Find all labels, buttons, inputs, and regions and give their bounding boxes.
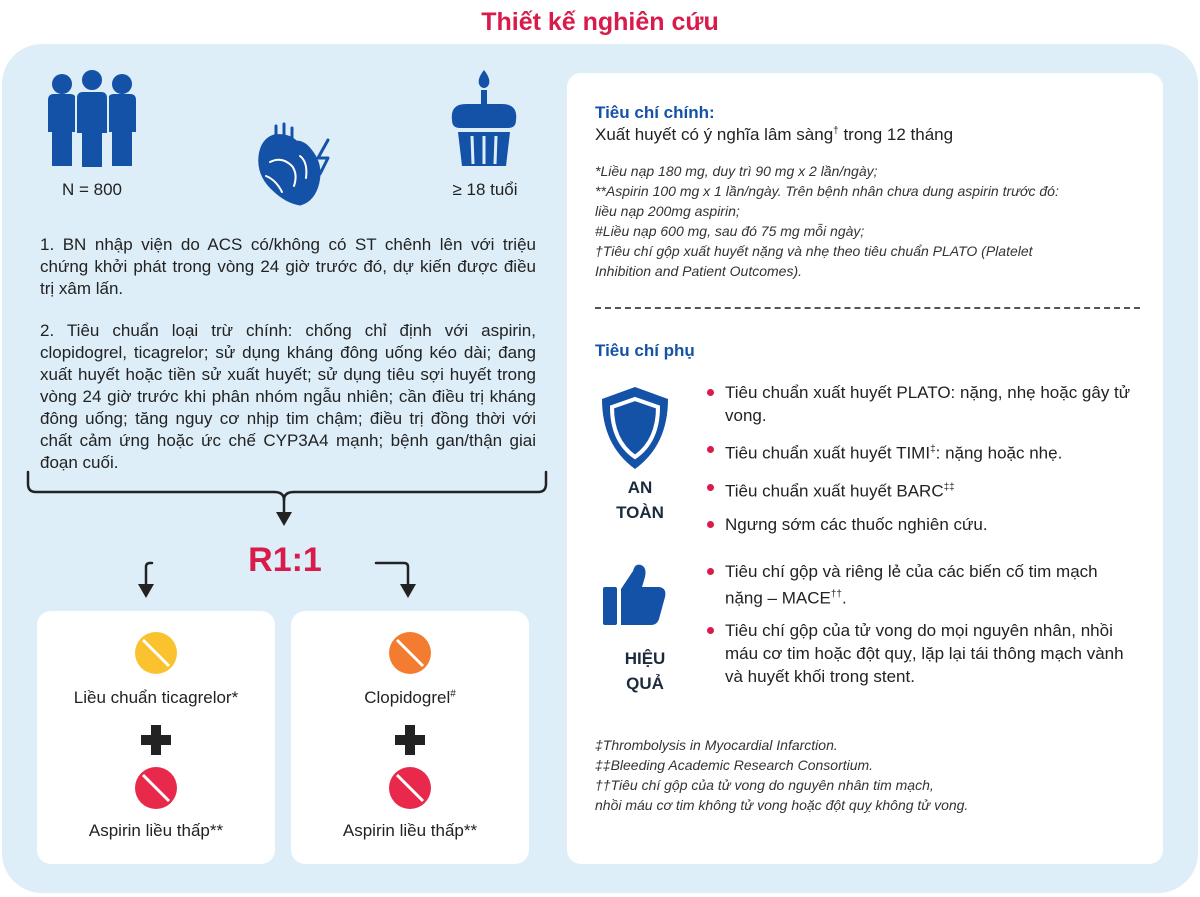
primary-mark: † (833, 125, 839, 137)
item-text: Ngưng sớm các thuốc nghiên cứu. (725, 515, 988, 535)
dosage-notes (595, 161, 1140, 281)
note-line: #Liều nạp 600 mg, sau đó 75 mg mỗi ngày; (595, 223, 865, 239)
item-mark: ‡‡ (943, 481, 955, 493)
list-item (707, 438, 1137, 465)
arm-a-drug1-text: Liều chuẩn ticagrelor (73, 688, 232, 707)
list-item (707, 560, 1137, 610)
pill-icon (134, 631, 178, 675)
arm-a-drug1 (37, 688, 275, 708)
arm-clopidogrel (291, 611, 529, 864)
cake-icon (448, 70, 520, 170)
safety-label-line: AN (627, 478, 653, 497)
list-item (707, 476, 1137, 503)
section-divider (595, 307, 1140, 309)
efficacy-label (595, 646, 695, 696)
list-item (707, 513, 1137, 536)
note-line: †Tiêu chí gộp xuất huyết nặng và nhẹ theo tiêu chuẩn PLATO (Platelet (595, 243, 1033, 259)
arm-a-drug1-mark: * (231, 688, 239, 707)
arm-b-drug1 (291, 688, 529, 708)
primary-text-end: trong 12 tháng (838, 125, 954, 144)
item-text: Tiêu chuẩn xuất huyết TIMI (725, 443, 931, 463)
list-item (707, 619, 1137, 688)
footnote-line: nhồi máu cơ tim không tử vong hoặc đột quỵ không tử vong. (595, 797, 969, 813)
randomization-label: R1:1 (248, 541, 322, 579)
note-line: Inhibition and Patient Outcomes). (595, 263, 803, 279)
list-item (707, 381, 1137, 427)
arm-b-drug2: Aspirin liều thấp** (342, 821, 478, 840)
footnotes (595, 735, 1140, 815)
page-title: Thiết kế nghiên cứu (481, 8, 719, 36)
footnote-line: ‡Thrombolysis in Myocardial Infarction. (595, 737, 838, 753)
population-label: N = 800 (61, 180, 122, 199)
safety-label-line: TOÀN (616, 503, 664, 522)
item-mark: ‡ (930, 444, 936, 455)
safety-list (707, 381, 1137, 547)
exclusion-criteria: 2. Tiêu chuẩn loại trừ chính: chống chỉ định với aspirin, clopidogrel, ticagrelor; sử dụng kháng đông uống kéo dài; đang xuất huyết hoặc tiền sử xuất huyết; sử dụng tiêu sợi huyết trong vòng 24 giờ trước khi phân nhóm ngẫu nhiên; cần điều trị kháng đông uống; tăng nguy cơ nhịp tim chậm; điều trị đồng thời với chất cảm ứng hoặc ức chế CYP3A4 mạnh; bệnh gan/thận giai đoạn cuối. (40, 321, 536, 472)
arm-b-drug1-text: Clopidogrel (364, 688, 451, 707)
heart-lightning-icon (252, 122, 344, 206)
item-text: Tiêu chí gộp và riêng lẻ của các biến cố tim mạch nặng – MACE (725, 562, 1098, 608)
people-icon (46, 70, 138, 168)
arm-ticagrelor (37, 611, 275, 864)
item-text: Tiêu chuẩn xuất huyết PLATO: nặng, nhẹ hoặc gây tử vong. (725, 383, 1131, 425)
population-stat (40, 180, 144, 200)
arm-a-drug2: Aspirin liều thấp** (88, 821, 224, 840)
note-line: liều nạp 200mg aspirin; (595, 203, 740, 219)
note-line: *Liều nạp 180 mg, duy trì 90 mg x 2 lần/ngày; (595, 163, 878, 179)
item-tail: . (841, 588, 847, 608)
endpoints-card (567, 73, 1163, 864)
footnote-line: ††Tiêu chí gộp của tử vong do nguyên nhân tim mạch, (595, 777, 934, 793)
pill-icon (388, 766, 432, 810)
efficacy-label-line: HIỆU (624, 649, 666, 668)
item-tail: : nặng hoặc nhẹ. (935, 443, 1063, 463)
primary-endpoint (595, 125, 953, 145)
item-text: Tiêu chuẩn xuất huyết BARC (725, 481, 944, 501)
age-label: ≥ 18 tuổi (452, 180, 518, 199)
item-text: Tiêu chí gộp của tử vong do mọi nguyên nhân, nhồi máu cơ tim hoặc đột quỵ, lặp lại tái thông mạch vành và huyết khối trong stent. (725, 620, 1124, 686)
footnote-line: ‡‡Bleeding Academic Research Consortium. (595, 757, 874, 773)
primary-heading: Tiêu chí chính: (595, 103, 715, 122)
shield-icon (600, 385, 670, 471)
safety-label (595, 475, 685, 525)
pill-icon (388, 631, 432, 675)
pill-icon (134, 766, 178, 810)
secondary-heading: Tiêu chí phụ (595, 341, 695, 360)
inclusion-criteria: 1. BN nhập viện do ACS có/không có ST chênh lên với triệu chứng khởi phát trong vòng 24 giờ trước đó, dự kiến được điều trị xâm lấn. (40, 235, 536, 298)
plus-icon (140, 724, 172, 756)
arm-b-drug1-mark: # (450, 688, 456, 700)
item-mark: †† (830, 589, 842, 600)
primary-text: Xuất huyết có ý nghĩa lâm sàng (595, 125, 834, 144)
note-line: **Aspirin 100 mg x 1 lần/ngày. Trên bệnh nhân chưa dung aspirin trước đó: (595, 183, 1059, 199)
age-stat (430, 180, 540, 200)
efficacy-list (707, 560, 1137, 697)
plus-icon (394, 724, 426, 756)
bracket-connector (20, 470, 560, 610)
efficacy-label-line: QUẢ (626, 674, 664, 693)
thumbs-up-icon (601, 561, 667, 627)
